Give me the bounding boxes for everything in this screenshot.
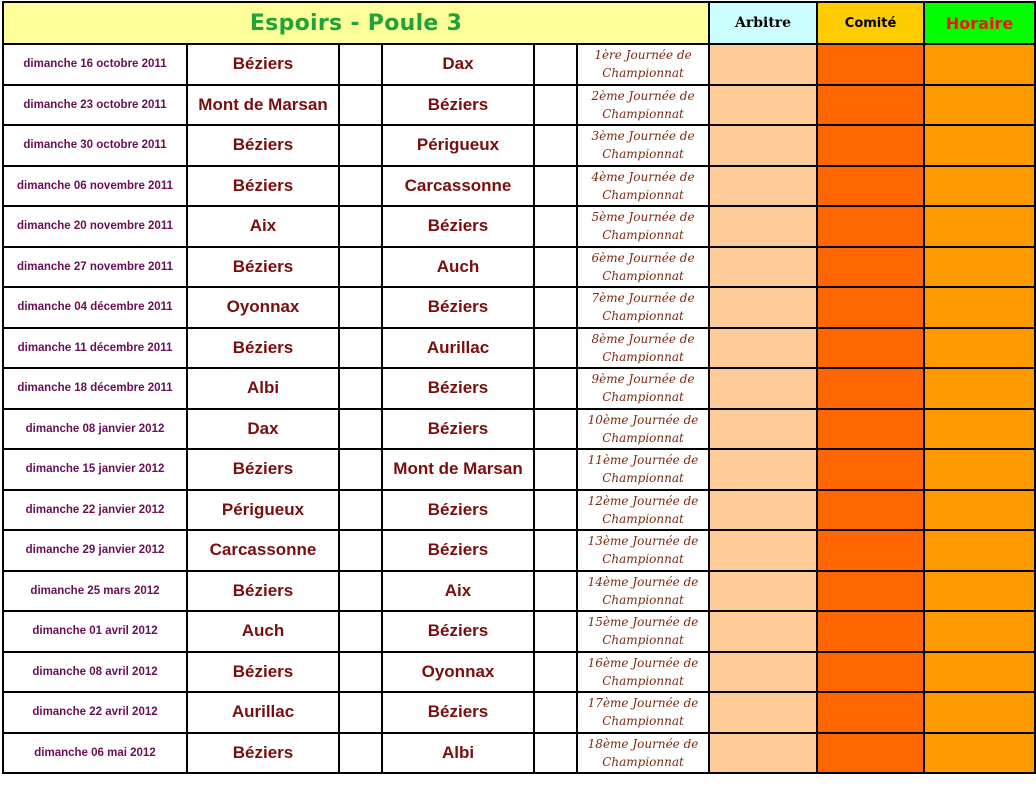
journee-line-1: 11ème Journée de bbox=[587, 453, 699, 468]
away-team: Aurillac bbox=[382, 328, 534, 369]
away-score-cell[interactable] bbox=[534, 409, 577, 450]
journee-line-1: 13ème Journée de bbox=[587, 534, 699, 549]
home-score-cell[interactable] bbox=[339, 85, 382, 126]
comite-cell[interactable] bbox=[817, 490, 924, 531]
journee-line-1: 10ème Journée de bbox=[587, 412, 699, 427]
horaire-cell[interactable] bbox=[924, 44, 1035, 85]
away-score-cell[interactable] bbox=[534, 287, 577, 328]
journee-line-2: Championnat bbox=[602, 552, 684, 567]
comite-cell[interactable] bbox=[817, 368, 924, 409]
journee-label bbox=[577, 611, 709, 652]
comite-cell[interactable] bbox=[817, 449, 924, 490]
home-team: Béziers bbox=[187, 328, 339, 369]
journee-label bbox=[577, 166, 709, 207]
journee-label bbox=[577, 449, 709, 490]
journee-line-1: 3ème Journée de bbox=[591, 129, 695, 144]
away-score-cell[interactable] bbox=[534, 247, 577, 288]
away-team: Béziers bbox=[382, 368, 534, 409]
journee-line-1: 12ème Journée de bbox=[587, 493, 699, 508]
away-score-cell[interactable] bbox=[534, 44, 577, 85]
journee-line-2: Championnat bbox=[602, 430, 684, 445]
home-team: Albi bbox=[187, 368, 339, 409]
match-row bbox=[3, 166, 1035, 207]
away-team: Béziers bbox=[382, 530, 534, 571]
match-row bbox=[3, 611, 1035, 652]
match-date: dimanche 27 novembre 2011 bbox=[3, 247, 187, 288]
journee-line-2: Championnat bbox=[602, 511, 684, 526]
match-row bbox=[3, 328, 1035, 369]
horaire-cell[interactable] bbox=[924, 449, 1035, 490]
comite-cell[interactable] bbox=[817, 733, 924, 774]
match-row bbox=[3, 85, 1035, 126]
journee-label bbox=[577, 652, 709, 693]
away-team: Béziers bbox=[382, 490, 534, 531]
away-team: Dax bbox=[382, 44, 534, 85]
journee-line-2: Championnat bbox=[602, 349, 684, 364]
comite-cell[interactable] bbox=[817, 125, 924, 166]
away-team: Périgueux bbox=[382, 125, 534, 166]
journee-line-1: 9ème Journée de bbox=[591, 372, 695, 387]
arbitre-cell[interactable] bbox=[709, 44, 817, 85]
home-score-cell[interactable] bbox=[339, 530, 382, 571]
match-date: dimanche 16 octobre 2011 bbox=[3, 44, 187, 85]
home-team: Béziers bbox=[187, 449, 339, 490]
schedule-table bbox=[2, 1, 1036, 774]
journee-line-2: Championnat bbox=[602, 66, 684, 81]
arbitre-cell[interactable] bbox=[709, 287, 817, 328]
match-row bbox=[3, 125, 1035, 166]
home-team: Béziers bbox=[187, 44, 339, 85]
match-row bbox=[3, 287, 1035, 328]
comite-header: Comité bbox=[817, 2, 924, 44]
arbitre-cell[interactable] bbox=[709, 409, 817, 450]
match-date: dimanche 29 janvier 2012 bbox=[3, 530, 187, 571]
away-score-cell[interactable] bbox=[534, 571, 577, 612]
journee-line-2: Championnat bbox=[602, 673, 684, 688]
comite-cell[interactable] bbox=[817, 571, 924, 612]
arbitre-cell[interactable] bbox=[709, 125, 817, 166]
journee-line-1: 4ème Journée de bbox=[591, 169, 695, 184]
horaire-cell[interactable] bbox=[924, 328, 1035, 369]
match-date: dimanche 08 avril 2012 bbox=[3, 652, 187, 693]
match-row bbox=[3, 530, 1035, 571]
home-score-cell[interactable] bbox=[339, 733, 382, 774]
match-date: dimanche 25 mars 2012 bbox=[3, 571, 187, 612]
horaire-cell[interactable] bbox=[924, 733, 1035, 774]
journee-line-1: 8ème Journée de bbox=[591, 331, 695, 346]
journee-line-1: 15ème Journée de bbox=[587, 615, 699, 630]
comite-cell[interactable] bbox=[817, 287, 924, 328]
journee-label bbox=[577, 287, 709, 328]
home-team: Aurillac bbox=[187, 692, 339, 733]
arbitre-cell[interactable] bbox=[709, 733, 817, 774]
journee-label bbox=[577, 490, 709, 531]
match-row bbox=[3, 247, 1035, 288]
away-score-cell[interactable] bbox=[534, 368, 577, 409]
match-date: dimanche 06 mai 2012 bbox=[3, 733, 187, 774]
home-score-cell[interactable] bbox=[339, 692, 382, 733]
home-team: Oyonnax bbox=[187, 287, 339, 328]
journee-line-2: Championnat bbox=[602, 714, 684, 729]
horaire-cell[interactable] bbox=[924, 409, 1035, 450]
home-score-cell[interactable] bbox=[339, 287, 382, 328]
home-score-cell[interactable] bbox=[339, 409, 382, 450]
journee-line-1: 14ème Journée de bbox=[587, 574, 699, 589]
journee-label bbox=[577, 85, 709, 126]
match-row bbox=[3, 571, 1035, 612]
journee-label bbox=[577, 692, 709, 733]
journee-label bbox=[577, 247, 709, 288]
home-team: Béziers bbox=[187, 733, 339, 774]
journee-line-1: 17ème Journée de bbox=[587, 696, 699, 711]
comite-cell[interactable] bbox=[817, 247, 924, 288]
away-team: Béziers bbox=[382, 692, 534, 733]
horaire-cell[interactable] bbox=[924, 692, 1035, 733]
away-team: Béziers bbox=[382, 611, 534, 652]
horaire-cell[interactable] bbox=[924, 611, 1035, 652]
home-team: Béziers bbox=[187, 247, 339, 288]
comite-cell[interactable] bbox=[817, 611, 924, 652]
match-row bbox=[3, 490, 1035, 531]
home-score-cell[interactable] bbox=[339, 368, 382, 409]
horaire-cell[interactable] bbox=[924, 571, 1035, 612]
match-row bbox=[3, 449, 1035, 490]
journee-line-1: 5ème Journée de bbox=[591, 210, 695, 225]
arbitre-cell[interactable] bbox=[709, 328, 817, 369]
journee-line-1: 18ème Journée de bbox=[587, 736, 699, 751]
journee-label bbox=[577, 733, 709, 774]
away-team: Béziers bbox=[382, 409, 534, 450]
journee-line-1: 6ème Journée de bbox=[591, 250, 695, 265]
home-score-cell[interactable] bbox=[339, 206, 382, 247]
horaire-cell[interactable] bbox=[924, 166, 1035, 207]
journee-line-1: 7ème Journée de bbox=[591, 291, 695, 306]
journee-line-2: Championnat bbox=[602, 106, 684, 121]
comite-cell[interactable] bbox=[817, 652, 924, 693]
journee-line-2: Championnat bbox=[602, 471, 684, 486]
journee-line-2: Championnat bbox=[602, 592, 684, 607]
home-team: Béziers bbox=[187, 125, 339, 166]
away-score-cell[interactable] bbox=[534, 692, 577, 733]
away-score-cell[interactable] bbox=[534, 206, 577, 247]
journee-label bbox=[577, 328, 709, 369]
journee-line-2: Championnat bbox=[602, 754, 684, 769]
journee-line-1: 1ère Journée de bbox=[594, 48, 692, 63]
journee-label bbox=[577, 44, 709, 85]
match-date: dimanche 15 janvier 2012 bbox=[3, 449, 187, 490]
away-score-cell[interactable] bbox=[534, 85, 577, 126]
away-score-cell[interactable] bbox=[534, 733, 577, 774]
home-team: Béziers bbox=[187, 571, 339, 612]
home-team: Carcassonne bbox=[187, 530, 339, 571]
arbitre-cell[interactable] bbox=[709, 449, 817, 490]
home-team: Mont de Marsan bbox=[187, 85, 339, 126]
horaire-cell[interactable] bbox=[924, 287, 1035, 328]
match-date: dimanche 20 novembre 2011 bbox=[3, 206, 187, 247]
comite-cell[interactable] bbox=[817, 85, 924, 126]
comite-cell[interactable] bbox=[817, 206, 924, 247]
journee-line-2: Championnat bbox=[602, 390, 684, 405]
journee-label bbox=[577, 206, 709, 247]
home-team: Aix bbox=[187, 206, 339, 247]
match-date: dimanche 06 novembre 2011 bbox=[3, 166, 187, 207]
match-date: dimanche 23 octobre 2011 bbox=[3, 85, 187, 126]
comite-cell[interactable] bbox=[817, 328, 924, 369]
arbitre-cell[interactable] bbox=[709, 571, 817, 612]
horaire-cell[interactable] bbox=[924, 125, 1035, 166]
match-date: dimanche 22 avril 2012 bbox=[3, 692, 187, 733]
horaire-cell[interactable] bbox=[924, 652, 1035, 693]
match-row bbox=[3, 368, 1035, 409]
journee-line-1: 16ème Journée de bbox=[587, 655, 699, 670]
away-score-cell[interactable] bbox=[534, 449, 577, 490]
comite-cell[interactable] bbox=[817, 409, 924, 450]
header-row bbox=[3, 2, 1035, 44]
arbitre-cell[interactable] bbox=[709, 247, 817, 288]
away-team: Béziers bbox=[382, 287, 534, 328]
home-score-cell[interactable] bbox=[339, 44, 382, 85]
arbitre-header: Arbitre bbox=[709, 2, 817, 44]
away-score-cell[interactable] bbox=[534, 166, 577, 207]
home-score-cell[interactable] bbox=[339, 571, 382, 612]
arbitre-cell[interactable] bbox=[709, 166, 817, 207]
home-team: Auch bbox=[187, 611, 339, 652]
away-team: Béziers bbox=[382, 85, 534, 126]
match-date: dimanche 11 décembre 2011 bbox=[3, 328, 187, 369]
away-score-cell[interactable] bbox=[534, 530, 577, 571]
horaire-cell[interactable] bbox=[924, 85, 1035, 126]
home-score-cell[interactable] bbox=[339, 166, 382, 207]
home-score-cell[interactable] bbox=[339, 490, 382, 531]
journee-line-1: 2ème Journée de bbox=[591, 88, 695, 103]
journee-label bbox=[577, 125, 709, 166]
journee-label bbox=[577, 571, 709, 612]
home-score-cell[interactable] bbox=[339, 328, 382, 369]
away-score-cell[interactable] bbox=[534, 652, 577, 693]
match-row bbox=[3, 652, 1035, 693]
home-team: Béziers bbox=[187, 166, 339, 207]
match-date: dimanche 04 décembre 2011 bbox=[3, 287, 187, 328]
match-row bbox=[3, 692, 1035, 733]
horaire-cell[interactable] bbox=[924, 368, 1035, 409]
home-score-cell[interactable] bbox=[339, 449, 382, 490]
arbitre-cell[interactable] bbox=[709, 652, 817, 693]
home-score-cell[interactable] bbox=[339, 652, 382, 693]
comite-cell[interactable] bbox=[817, 530, 924, 571]
journee-label bbox=[577, 368, 709, 409]
comite-cell[interactable] bbox=[817, 44, 924, 85]
comite-cell[interactable] bbox=[817, 166, 924, 207]
match-date: dimanche 08 janvier 2012 bbox=[3, 409, 187, 450]
horaire-cell[interactable] bbox=[924, 247, 1035, 288]
away-team: Albi bbox=[382, 733, 534, 774]
home-team: Béziers bbox=[187, 652, 339, 693]
arbitre-cell[interactable] bbox=[709, 611, 817, 652]
home-score-cell[interactable] bbox=[339, 611, 382, 652]
away-score-cell[interactable] bbox=[534, 490, 577, 531]
match-date: dimanche 18 décembre 2011 bbox=[3, 368, 187, 409]
away-score-cell[interactable] bbox=[534, 328, 577, 369]
horaire-header: Horaire bbox=[924, 2, 1035, 44]
match-row bbox=[3, 409, 1035, 450]
match-row bbox=[3, 206, 1035, 247]
horaire-cell[interactable] bbox=[924, 530, 1035, 571]
journee-line-2: Championnat bbox=[602, 147, 684, 162]
away-team: Carcassonne bbox=[382, 166, 534, 207]
home-score-cell[interactable] bbox=[339, 125, 382, 166]
arbitre-cell[interactable] bbox=[709, 530, 817, 571]
journee-line-2: Championnat bbox=[602, 187, 684, 202]
away-score-cell[interactable] bbox=[534, 125, 577, 166]
journee-label bbox=[577, 409, 709, 450]
journee-label bbox=[577, 530, 709, 571]
away-team: Auch bbox=[382, 247, 534, 288]
horaire-cell[interactable] bbox=[924, 206, 1035, 247]
journee-line-2: Championnat bbox=[602, 633, 684, 648]
journee-line-2: Championnat bbox=[602, 268, 684, 283]
horaire-cell[interactable] bbox=[924, 490, 1035, 531]
away-team: Mont de Marsan bbox=[382, 449, 534, 490]
match-date: dimanche 22 janvier 2012 bbox=[3, 490, 187, 531]
away-team: Aix bbox=[382, 571, 534, 612]
match-date: dimanche 30 octobre 2011 bbox=[3, 125, 187, 166]
away-team: Béziers bbox=[382, 206, 534, 247]
match-row bbox=[3, 44, 1035, 85]
home-team: Périgueux bbox=[187, 490, 339, 531]
sheet-title: Espoirs - Poule 3 bbox=[3, 2, 709, 44]
arbitre-cell[interactable] bbox=[709, 85, 817, 126]
comite-cell[interactable] bbox=[817, 692, 924, 733]
away-team: Oyonnax bbox=[382, 652, 534, 693]
arbitre-cell[interactable] bbox=[709, 206, 817, 247]
arbitre-cell[interactable] bbox=[709, 692, 817, 733]
away-score-cell[interactable] bbox=[534, 611, 577, 652]
match-row bbox=[3, 733, 1035, 774]
home-score-cell[interactable] bbox=[339, 247, 382, 288]
journee-line-2: Championnat bbox=[602, 228, 684, 243]
arbitre-cell[interactable] bbox=[709, 490, 817, 531]
arbitre-cell[interactable] bbox=[709, 368, 817, 409]
match-date: dimanche 01 avril 2012 bbox=[3, 611, 187, 652]
home-team: Dax bbox=[187, 409, 339, 450]
journee-line-2: Championnat bbox=[602, 309, 684, 324]
